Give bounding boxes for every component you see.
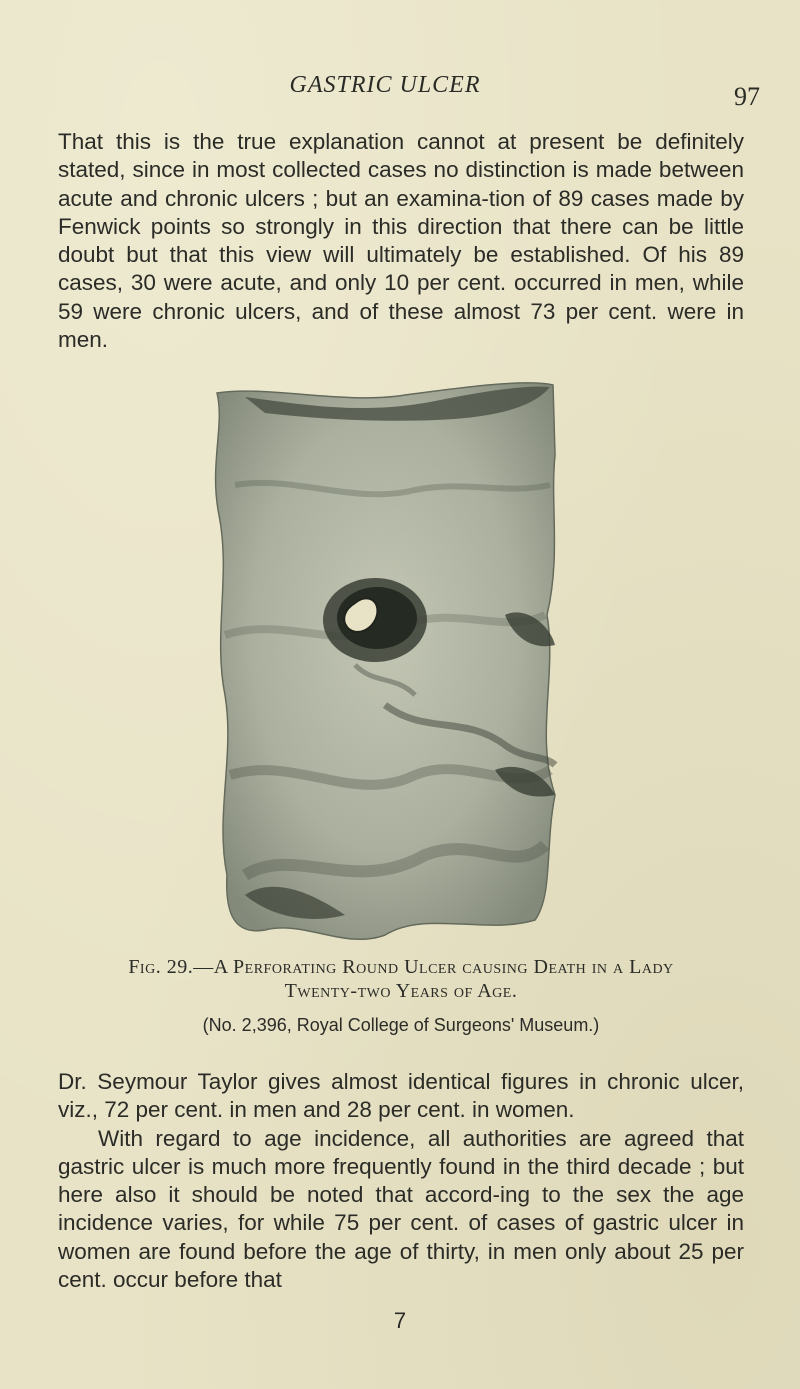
signature-mark: 7 xyxy=(393,1308,407,1333)
caption-line-1: Fig. 29.—A Perforating Round Ulcer causing Death in a Lady xyxy=(128,956,674,978)
paragraph: With regard to age incidence, all authorities are agreed that gastric ulcer is much more frequently found in the third decade ; but here also it should be noted that accord-ing to the sex the age incidence varies, for while 75 per cent. of cases of gastric ulcer in women are found before the age of thirty, in men only about 25 per cent. occur before that xyxy=(58,1125,744,1293)
page-number: 97 xyxy=(734,82,760,111)
figure-source-note: (No. 2,396, Royal College of Surgeons' Museum.) xyxy=(202,1015,600,1035)
running-title: GASTRIC ULCER xyxy=(289,72,481,98)
body-text-top xyxy=(58,128,744,354)
paragraph: Dr. Seymour Taylor gives almost identical figures in chronic ulcer, viz., 72 per cent. in men and 28 per cent. in women. xyxy=(58,1069,744,1123)
specimen-figure xyxy=(205,375,565,945)
running-head xyxy=(0,62,800,111)
figure-caption xyxy=(58,955,744,1003)
stomach-specimen-illustration xyxy=(205,375,565,945)
paragraph: That this is the true explanation cannot at present be definitely stated, since in most collected cases no distinction is made between acute and chronic ulcers ; but an examina-tion of 89 cases made by Fenwick points so strongly in this direction that there can be little doubt but that this view will ultimately be established. Of his 89 cases, 30 were acute, and only 10 per cent. occurred in men, while 59 were chronic ulcers, and of these almost 73 per cent. were in men. xyxy=(58,129,744,353)
body-text-bottom xyxy=(58,1068,744,1294)
caption-line-2: Twenty-two Years of Age. xyxy=(284,980,518,1002)
